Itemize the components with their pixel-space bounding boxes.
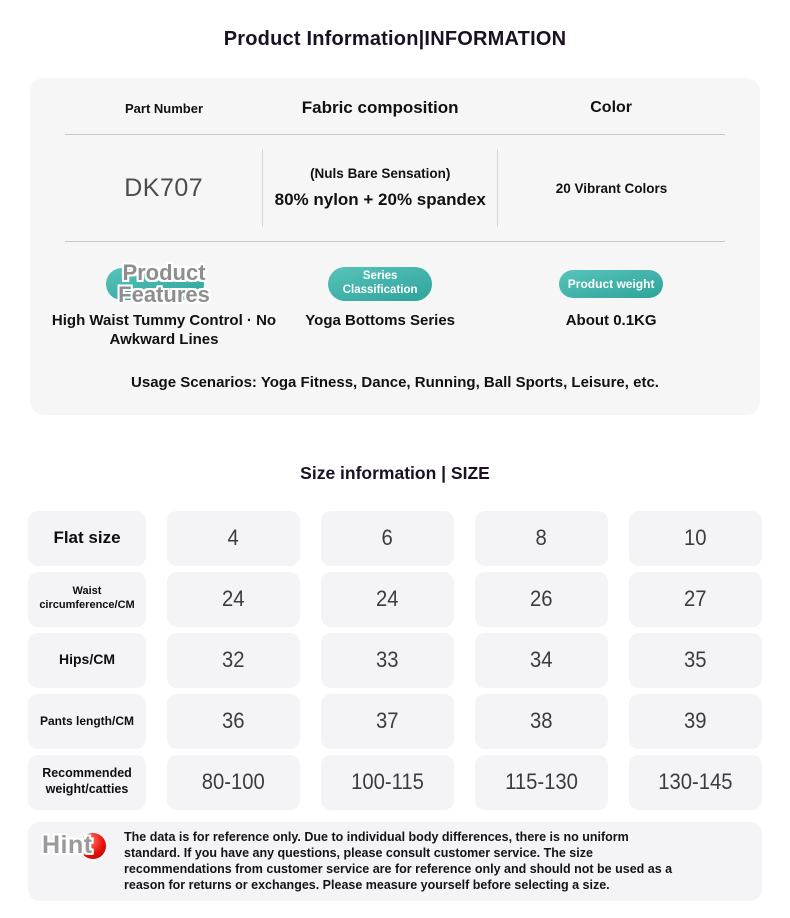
size-cell: 6 — [321, 511, 454, 566]
size-cell: 24 — [167, 572, 300, 627]
size-row-label-recommended-weight: Recommended weight/catties — [28, 755, 146, 810]
hint-label: Hint — [42, 830, 93, 859]
size-cell: 35 — [629, 633, 762, 688]
size-cell: 4 — [167, 511, 300, 566]
size-section-title: Size information | SIZE — [300, 462, 490, 483]
size-row-label-pants-length: Pants length/CM — [28, 694, 146, 749]
size-cell: 39 — [629, 694, 762, 749]
product-weight-badge: Product weight — [559, 270, 663, 298]
series-classification-badge: Series Classification — [328, 267, 432, 301]
features-row — [30, 242, 760, 350]
usage-scenarios: Usage Scenarios: Yoga Fitness, Dance, Running, Ball Sports, Leisure, etc. — [131, 373, 659, 391]
fabric-value: 80% nylon + 20% spandex — [274, 190, 486, 209]
series-badge-zone — [328, 266, 432, 302]
size-cell: 80-100 — [167, 755, 300, 810]
spec-header-row — [30, 98, 760, 134]
spec-value-row — [30, 135, 760, 241]
color-value: 20 Vibrant Colors — [555, 180, 668, 196]
fabric-subtitle: (Nuls Bare Sensation) — [310, 166, 451, 181]
size-cell: 34 — [475, 633, 608, 688]
size-cell: 32 — [167, 633, 300, 688]
product-features-badge — [99, 260, 229, 307]
size-cell: 100-115 — [321, 755, 454, 810]
product-features-badge-label: Product Features — [118, 260, 210, 307]
size-cell: 33 — [321, 633, 454, 688]
series-caption: Yoga Bottoms Series — [305, 312, 456, 329]
hint-label-wrap — [36, 831, 124, 865]
size-cell: 27 — [629, 572, 762, 627]
part-number-value: DK707 — [124, 173, 204, 202]
size-cell: 130-145 — [629, 755, 762, 810]
size-row-label-flat-size: Flat size — [28, 511, 146, 566]
part-number-cell — [65, 149, 262, 227]
hint-text — [124, 829, 672, 894]
hint-line: The data is for reference only. Due to individual body differences, there is no uniform — [124, 829, 629, 844]
size-cell: 26 — [475, 572, 608, 627]
color-cell — [498, 149, 725, 227]
weight-badge-zone — [559, 266, 663, 302]
size-cell: 37 — [321, 694, 454, 749]
header-fabric-composition: Fabric composition — [301, 98, 459, 117]
feature-product-weight — [497, 266, 725, 350]
size-table — [28, 511, 762, 810]
size-row-label-hips: Hips/CM — [28, 633, 146, 688]
header-color: Color — [590, 99, 633, 116]
product-info-card — [30, 78, 760, 415]
size-cell: 8 — [475, 511, 608, 566]
size-cell: 115-130 — [475, 755, 608, 810]
hint-line: recommendations from customer service are for reference only and should not be used as a — [124, 862, 673, 876]
header-part-number: Part Number — [124, 100, 204, 116]
size-cell: 38 — [475, 694, 608, 749]
size-row-label-waist: Waist circumference/CM — [28, 572, 146, 627]
fabric-cell — [262, 149, 498, 227]
feature-series-classification — [263, 266, 497, 350]
feature-product-features — [51, 260, 277, 350]
size-cell: 10 — [629, 511, 762, 566]
page-title: Product Information|INFORMATION — [223, 28, 567, 50]
size-cell: 36 — [167, 694, 300, 749]
size-cell: 24 — [321, 572, 454, 627]
hint-line: reason for returns or exchanges. Please measure yourself before selecting a size. — [124, 878, 610, 893]
weight-caption: About 0.1KG — [565, 312, 657, 329]
product-features-caption: High Waist Tummy Control · No Awkward Lines — [51, 312, 277, 348]
hint-box — [28, 822, 762, 901]
hint-line: standard. If you have any questions, please consult customer service. The size — [124, 845, 593, 860]
